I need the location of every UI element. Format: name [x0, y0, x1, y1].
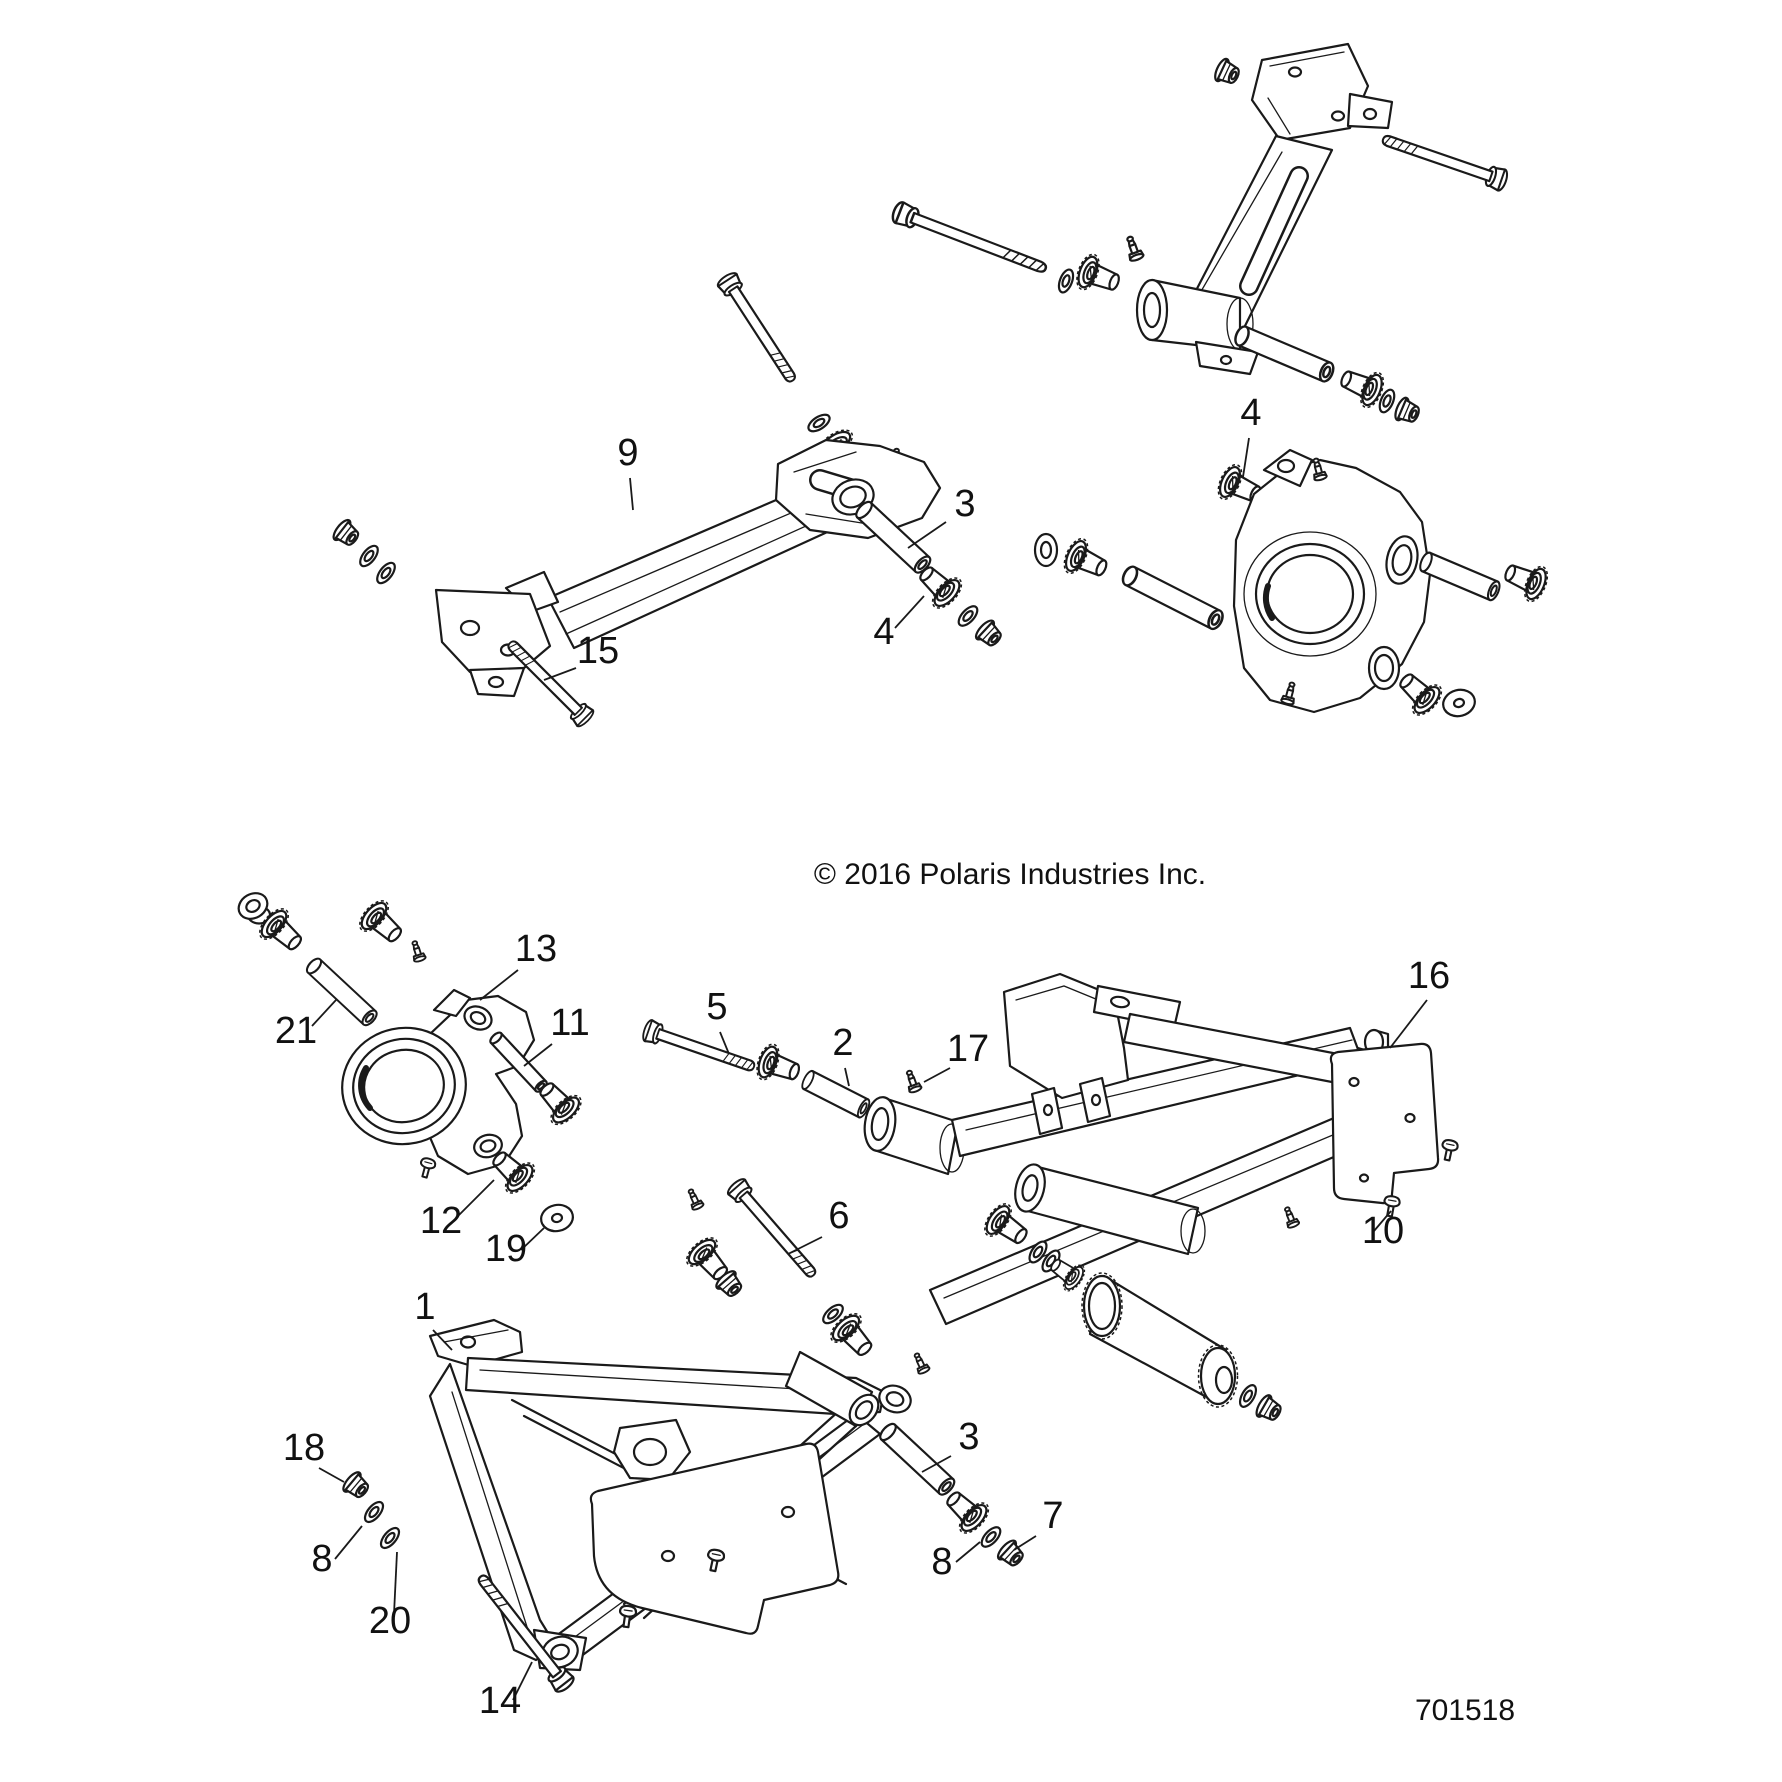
washer-19 [539, 1202, 576, 1234]
flange-nut [331, 517, 363, 549]
trailing-arm-assembly-top-right [890, 44, 1509, 427]
washer [357, 543, 381, 569]
callout-label-6: 6 [828, 1195, 850, 1237]
flange-nut-7 [995, 1538, 1027, 1571]
washer [806, 411, 833, 434]
upper-control-arm-assembly [641, 974, 1459, 1425]
screw [1440, 1139, 1459, 1162]
grease-fitting [409, 940, 427, 963]
callout-label-5: 5 [706, 986, 728, 1028]
callout-label-15: 15 [576, 630, 620, 672]
callout-leader-7 [1014, 1536, 1036, 1550]
callout-leader-4 [895, 596, 924, 628]
guard-plate-16 [1331, 1044, 1438, 1203]
callout-label-11: 11 [550, 1002, 590, 1044]
flange-nut [1254, 1393, 1285, 1425]
grease-fitting [1281, 1205, 1300, 1229]
callout-leader-4 [1243, 438, 1249, 477]
torque-arm-assembly-middle-left [331, 271, 1006, 729]
carrier-left-hardware [1035, 534, 1057, 566]
washer [374, 560, 398, 586]
callout-label-12: 12 [419, 1200, 463, 1242]
callout-leader-17 [924, 1068, 950, 1082]
screw [418, 1157, 437, 1179]
callout-label-16: 16 [1407, 955, 1451, 997]
callout-leader-8 [956, 1542, 980, 1562]
callout-label-20: 20 [368, 1600, 412, 1642]
callout-label-8: 8 [311, 1538, 333, 1580]
pivot-bolt-left [890, 200, 1049, 279]
callout-label-18: 18 [282, 1427, 326, 1469]
callout-label-8: 8 [931, 1541, 953, 1583]
washer-8 [362, 1499, 387, 1525]
callout-label-1: 1 [414, 1286, 436, 1328]
callout-leader-8 [335, 1526, 362, 1559]
diagram-id-text: 701518 [1414, 1694, 1516, 1727]
flange-nut [973, 618, 1005, 651]
callout-label-4: 4 [873, 611, 895, 653]
pivot-bolt-right [1380, 129, 1510, 192]
washer [955, 603, 980, 629]
callout-leader-2 [845, 1068, 849, 1086]
pivot-bolt [716, 271, 802, 387]
bearing-carrier-housing [1234, 450, 1430, 712]
callout-label-7: 7 [1042, 1495, 1064, 1537]
callout-label-13: 13 [514, 928, 558, 970]
trailing-arm-upper-bracket [1252, 44, 1392, 140]
bushing [753, 1041, 805, 1090]
spacer-tube-2 [800, 1069, 872, 1119]
callout-label-3: 3 [958, 1416, 980, 1458]
bushing [1499, 554, 1552, 604]
grease-fitting-17 [903, 1069, 922, 1094]
callout-label-2: 2 [832, 1022, 854, 1064]
washer [1056, 268, 1076, 295]
bearing-carrier-assembly-middle-right [1035, 450, 1552, 720]
spacer-tube [1120, 564, 1225, 631]
bushing [1060, 535, 1113, 586]
rear-pivot-sleeve [1082, 1273, 1238, 1407]
flange-nut [1393, 396, 1423, 427]
torque-arm-body [436, 440, 940, 696]
flange-nut [1212, 57, 1242, 88]
grease-fitting [1123, 235, 1144, 263]
knuckle-top-hardware [234, 888, 272, 924]
callout-leader-18 [319, 1468, 344, 1482]
callout-label-17: 17 [946, 1028, 990, 1070]
grease-fitting [685, 1187, 704, 1211]
washer-20 [378, 1525, 403, 1551]
callout-label-21: 21 [274, 1010, 318, 1052]
callout-label-19: 19 [484, 1228, 528, 1270]
callout-label-4: 4 [1240, 392, 1262, 434]
callout-label-10: 10 [1361, 1210, 1405, 1252]
grease-fitting [911, 1351, 930, 1375]
copyright-text: © 2016 Polaris Industries Inc. [813, 858, 1207, 891]
cup-washer [1440, 686, 1478, 719]
upper-arm-frame [861, 974, 1411, 1324]
bolt-5 [641, 1019, 757, 1077]
bushing [1073, 251, 1125, 300]
bolt-6 [726, 1177, 822, 1283]
washer-8 [978, 1524, 1003, 1550]
lower-control-arm-assembly [340, 1177, 1027, 1695]
callout-leader-9 [630, 478, 633, 510]
callout-label-9: 9 [617, 432, 639, 474]
bushing [355, 896, 411, 951]
callout-label-14: 14 [478, 1680, 522, 1722]
washer [1237, 1383, 1259, 1410]
callout-leader-16 [1390, 1000, 1427, 1048]
callout-leader-3 [908, 522, 946, 548]
flange-nut-18 [340, 1470, 372, 1503]
callout-label-3: 3 [954, 483, 976, 525]
